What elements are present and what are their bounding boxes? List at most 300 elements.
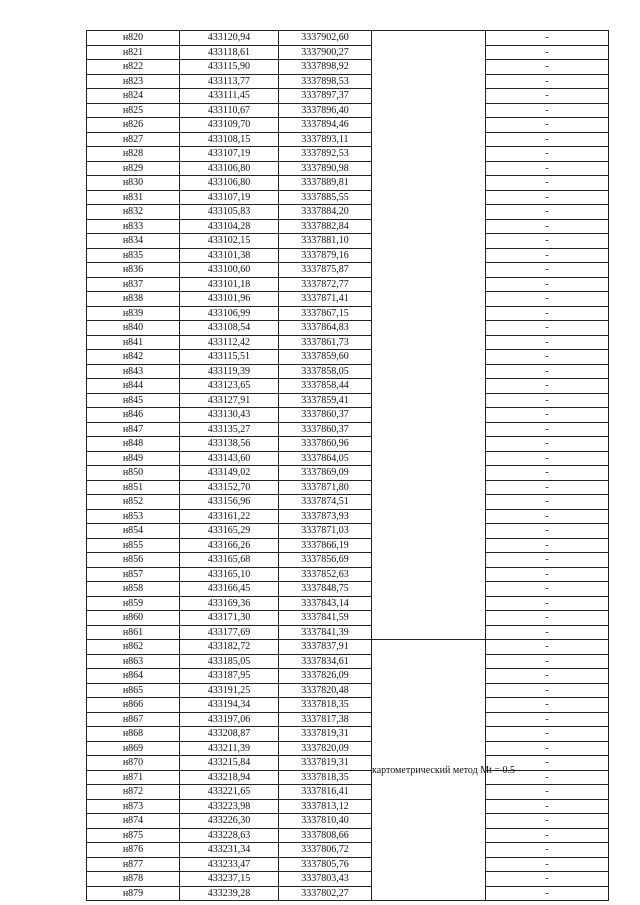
point-number-cell: н830 — [87, 176, 180, 191]
accuracy-cell: - — [486, 379, 609, 394]
method-cell — [372, 640, 516, 901]
x-coordinate-cell: 433108,15 — [180, 132, 279, 147]
x-coordinate-cell: 433100,60 — [180, 263, 279, 278]
accuracy-cell: - — [486, 553, 609, 568]
point-number-cell: н855 — [87, 538, 180, 553]
accuracy-cell: - — [486, 89, 609, 104]
accuracy-cell: - — [486, 828, 609, 843]
x-coordinate-cell: 433101,18 — [180, 277, 279, 292]
x-coordinate-cell: 433108,54 — [180, 321, 279, 336]
table-row — [87, 756, 609, 771]
point-number-cell: н862 — [87, 640, 180, 655]
point-number-cell: н826 — [87, 118, 180, 133]
accuracy-cell: - — [486, 190, 609, 205]
y-coordinate-cell: 3337852,63 — [279, 567, 372, 582]
accuracy-cell: - — [486, 625, 609, 640]
x-coordinate-cell: 433156,96 — [180, 495, 279, 510]
y-coordinate-cell: 3337875,87 — [279, 263, 372, 278]
accuracy-cell: - — [486, 437, 609, 452]
accuracy-cell: - — [486, 451, 609, 466]
x-coordinate-cell: 433208,87 — [180, 727, 279, 742]
y-coordinate-cell: 3337900,27 — [279, 45, 372, 60]
y-coordinate-cell: 3337819,31 — [279, 756, 372, 771]
y-coordinate-cell: 3337881,10 — [279, 234, 372, 249]
accuracy-cell: - — [486, 654, 609, 669]
method-text: картометрический метод Mt = 0.5 — [372, 764, 516, 776]
accuracy-cell: - — [486, 132, 609, 147]
y-coordinate-cell: 3337861,73 — [279, 335, 372, 350]
y-coordinate-cell: 3337902,60 — [279, 31, 372, 46]
accuracy-cell: - — [486, 350, 609, 365]
accuracy-cell: - — [486, 103, 609, 118]
point-number-cell: н843 — [87, 364, 180, 379]
y-coordinate-cell: 3337871,80 — [279, 480, 372, 495]
point-number-cell: н851 — [87, 480, 180, 495]
y-coordinate-cell: 3337898,53 — [279, 74, 372, 89]
point-number-cell: н832 — [87, 205, 180, 220]
point-number-cell: н857 — [87, 567, 180, 582]
y-coordinate-cell: 3337848,75 — [279, 582, 372, 597]
x-coordinate-cell: 433161,22 — [180, 509, 279, 524]
x-coordinate-cell: 433194,34 — [180, 698, 279, 713]
accuracy-cell: - — [486, 393, 609, 408]
table-row — [87, 45, 609, 60]
accuracy-cell: - — [486, 31, 609, 46]
point-number-cell: н840 — [87, 321, 180, 336]
x-coordinate-cell: 433104,28 — [180, 219, 279, 234]
point-number-cell: н854 — [87, 524, 180, 539]
table-row — [87, 190, 609, 205]
point-number-cell: н825 — [87, 103, 180, 118]
coordinates-table-body — [87, 31, 609, 901]
point-number-cell: н844 — [87, 379, 180, 394]
y-coordinate-cell: 3337859,60 — [279, 350, 372, 365]
accuracy-cell: - — [486, 408, 609, 423]
y-coordinate-cell: 3337856,69 — [279, 553, 372, 568]
accuracy-cell: - — [486, 683, 609, 698]
point-number-cell: н833 — [87, 219, 180, 234]
y-coordinate-cell: 3337841,59 — [279, 611, 372, 626]
accuracy-cell: - — [486, 480, 609, 495]
x-coordinate-cell: 433106,99 — [180, 306, 279, 321]
table-row — [87, 103, 609, 118]
accuracy-cell: - — [486, 306, 609, 321]
table-row — [87, 176, 609, 191]
y-coordinate-cell: 3337818,35 — [279, 770, 372, 785]
point-number-cell: н834 — [87, 234, 180, 249]
accuracy-cell: - — [486, 669, 609, 684]
table-row — [87, 582, 609, 597]
accuracy-cell: - — [486, 364, 609, 379]
accuracy-cell: - — [486, 466, 609, 481]
y-coordinate-cell: 3337817,38 — [279, 712, 372, 727]
x-coordinate-cell: 433215,84 — [180, 756, 279, 771]
x-coordinate-cell: 433101,38 — [180, 248, 279, 263]
y-coordinate-cell: 3337808,66 — [279, 828, 372, 843]
table-row — [87, 306, 609, 321]
x-coordinate-cell: 433239,28 — [180, 886, 279, 901]
y-coordinate-cell: 3337867,15 — [279, 306, 372, 321]
y-coordinate-cell: 3337860,37 — [279, 408, 372, 423]
point-number-cell: н870 — [87, 756, 180, 771]
x-coordinate-cell: 433102,15 — [180, 234, 279, 249]
x-coordinate-cell: 433118,61 — [180, 45, 279, 60]
table-row — [87, 611, 609, 626]
x-coordinate-cell: 433223,98 — [180, 799, 279, 814]
y-coordinate-cell: 3337820,09 — [279, 741, 372, 756]
point-number-cell: н831 — [87, 190, 180, 205]
accuracy-cell: - — [486, 640, 609, 655]
accuracy-cell: - — [486, 770, 609, 785]
accuracy-cell: - — [486, 422, 609, 437]
point-number-cell: н877 — [87, 857, 180, 872]
y-coordinate-cell: 3337860,96 — [279, 437, 372, 452]
y-coordinate-cell: 3337837,91 — [279, 640, 372, 655]
y-coordinate-cell: 3337866,19 — [279, 538, 372, 553]
table-row — [87, 567, 609, 582]
accuracy-cell: - — [486, 799, 609, 814]
point-number-cell: н823 — [87, 74, 180, 89]
accuracy-cell: - — [486, 292, 609, 307]
point-number-cell: н837 — [87, 277, 180, 292]
point-number-cell: н875 — [87, 828, 180, 843]
table-row — [87, 524, 609, 539]
accuracy-cell: - — [486, 60, 609, 75]
table-row — [87, 234, 609, 249]
table-row — [87, 596, 609, 611]
accuracy-cell: - — [486, 176, 609, 191]
accuracy-cell: - — [486, 886, 609, 901]
accuracy-cell: - — [486, 785, 609, 800]
x-coordinate-cell: 433166,45 — [180, 582, 279, 597]
table-row — [87, 495, 609, 510]
x-coordinate-cell: 433182,72 — [180, 640, 279, 655]
accuracy-cell: - — [486, 567, 609, 582]
point-number-cell: н874 — [87, 814, 180, 829]
y-coordinate-cell: 3337820,48 — [279, 683, 372, 698]
y-coordinate-cell: 3337892,53 — [279, 147, 372, 162]
accuracy-cell: - — [486, 843, 609, 858]
x-coordinate-cell: 433165,29 — [180, 524, 279, 539]
table-row — [87, 350, 609, 365]
point-number-cell: н859 — [87, 596, 180, 611]
x-coordinate-cell: 433185,05 — [180, 654, 279, 669]
table-row — [87, 683, 609, 698]
point-number-cell: н820 — [87, 31, 180, 46]
y-coordinate-cell: 3337871,41 — [279, 292, 372, 307]
x-coordinate-cell: 433165,68 — [180, 553, 279, 568]
point-number-cell: н824 — [87, 89, 180, 104]
point-number-cell: н868 — [87, 727, 180, 742]
x-coordinate-cell: 433115,90 — [180, 60, 279, 75]
table-row — [87, 625, 609, 640]
point-number-cell: н869 — [87, 741, 180, 756]
point-number-cell: н842 — [87, 350, 180, 365]
accuracy-cell: - — [486, 509, 609, 524]
x-coordinate-cell: 433143,60 — [180, 451, 279, 466]
accuracy-cell: - — [486, 611, 609, 626]
table-row — [87, 466, 609, 481]
table-row — [87, 669, 609, 684]
accuracy-cell: - — [486, 741, 609, 756]
point-number-cell: н839 — [87, 306, 180, 321]
method-cell-empty — [372, 31, 486, 640]
table-row — [87, 741, 609, 756]
y-coordinate-cell: 3337826,09 — [279, 669, 372, 684]
accuracy-cell: - — [486, 727, 609, 742]
table-row — [87, 857, 609, 872]
y-coordinate-cell: 3337859,41 — [279, 393, 372, 408]
table-row — [87, 219, 609, 234]
x-coordinate-cell: 433233,47 — [180, 857, 279, 872]
y-coordinate-cell: 3337802,27 — [279, 886, 372, 901]
accuracy-cell: - — [486, 524, 609, 539]
y-coordinate-cell: 3337885,55 — [279, 190, 372, 205]
point-number-cell: н822 — [87, 60, 180, 75]
x-coordinate-cell: 433171,30 — [180, 611, 279, 626]
y-coordinate-cell: 3337806,72 — [279, 843, 372, 858]
table-row — [87, 422, 609, 437]
table-row — [87, 74, 609, 89]
x-coordinate-cell: 433226,30 — [180, 814, 279, 829]
y-coordinate-cell: 3337889,81 — [279, 176, 372, 191]
table-row — [87, 814, 609, 829]
point-number-cell: н860 — [87, 611, 180, 626]
y-coordinate-cell: 3337813,12 — [279, 799, 372, 814]
point-number-cell: н871 — [87, 770, 180, 785]
accuracy-cell: - — [486, 335, 609, 350]
point-number-cell: н821 — [87, 45, 180, 60]
point-number-cell: н879 — [87, 886, 180, 901]
table-row — [87, 785, 609, 800]
y-coordinate-cell: 3337869,09 — [279, 466, 372, 481]
table-row — [87, 654, 609, 669]
table-row — [87, 263, 609, 278]
accuracy-cell: - — [486, 857, 609, 872]
x-coordinate-cell: 433221,65 — [180, 785, 279, 800]
accuracy-cell: - — [486, 147, 609, 162]
x-coordinate-cell: 433187,95 — [180, 669, 279, 684]
y-coordinate-cell: 3337879,16 — [279, 248, 372, 263]
x-coordinate-cell: 433135,27 — [180, 422, 279, 437]
point-number-cell: н861 — [87, 625, 180, 640]
table-row — [87, 770, 609, 785]
y-coordinate-cell: 3337841,39 — [279, 625, 372, 640]
y-coordinate-cell: 3337864,05 — [279, 451, 372, 466]
table-row — [87, 480, 609, 495]
point-number-cell: н876 — [87, 843, 180, 858]
point-number-cell: н850 — [87, 466, 180, 481]
y-coordinate-cell: 3337858,44 — [279, 379, 372, 394]
table-row — [87, 393, 609, 408]
point-number-cell: н836 — [87, 263, 180, 278]
x-coordinate-cell: 433228,63 — [180, 828, 279, 843]
accuracy-cell: - — [486, 277, 609, 292]
point-number-cell: н846 — [87, 408, 180, 423]
point-number-cell: н878 — [87, 872, 180, 887]
x-coordinate-cell: 433107,19 — [180, 190, 279, 205]
x-coordinate-cell: 433191,25 — [180, 683, 279, 698]
x-coordinate-cell: 433130,43 — [180, 408, 279, 423]
table-row — [87, 277, 609, 292]
y-coordinate-cell: 3337805,76 — [279, 857, 372, 872]
table-row — [87, 553, 609, 568]
point-number-cell: н865 — [87, 683, 180, 698]
y-coordinate-cell: 3337810,40 — [279, 814, 372, 829]
accuracy-cell: - — [486, 219, 609, 234]
y-coordinate-cell: 3337843,14 — [279, 596, 372, 611]
table-row — [87, 451, 609, 466]
y-coordinate-cell: 3337898,92 — [279, 60, 372, 75]
accuracy-cell: - — [486, 814, 609, 829]
y-coordinate-cell: 3337818,35 — [279, 698, 372, 713]
accuracy-cell: - — [486, 234, 609, 249]
y-coordinate-cell: 3337890,98 — [279, 161, 372, 176]
table-row — [87, 89, 609, 104]
y-coordinate-cell: 3337897,37 — [279, 89, 372, 104]
y-coordinate-cell: 3337803,43 — [279, 872, 372, 887]
table-row — [87, 727, 609, 742]
y-coordinate-cell: 3337873,93 — [279, 509, 372, 524]
accuracy-cell: - — [486, 872, 609, 887]
point-number-cell: н863 — [87, 654, 180, 669]
y-coordinate-cell: 3337864,83 — [279, 321, 372, 336]
table-row — [87, 248, 609, 263]
table-row — [87, 205, 609, 220]
table-row — [87, 698, 609, 713]
x-coordinate-cell: 433106,80 — [180, 176, 279, 191]
table-row — [87, 408, 609, 423]
table-row — [87, 118, 609, 133]
x-coordinate-cell: 433107,19 — [180, 147, 279, 162]
accuracy-cell: - — [486, 596, 609, 611]
x-coordinate-cell: 433231,34 — [180, 843, 279, 858]
table-row — [87, 509, 609, 524]
point-number-cell: н835 — [87, 248, 180, 263]
point-number-cell: н841 — [87, 335, 180, 350]
y-coordinate-cell: 3337860,37 — [279, 422, 372, 437]
accuracy-cell: - — [486, 756, 609, 771]
x-coordinate-cell: 433105,83 — [180, 205, 279, 220]
x-coordinate-cell: 433111,45 — [180, 89, 279, 104]
accuracy-cell: - — [486, 538, 609, 553]
table-row — [87, 364, 609, 379]
accuracy-cell: - — [486, 45, 609, 60]
table-row — [87, 147, 609, 162]
accuracy-cell: - — [486, 321, 609, 336]
accuracy-cell: - — [486, 74, 609, 89]
y-coordinate-cell: 3337882,84 — [279, 219, 372, 234]
x-coordinate-cell: 433218,94 — [180, 770, 279, 785]
table-row — [87, 872, 609, 887]
point-number-cell: н864 — [87, 669, 180, 684]
x-coordinate-cell: 433119,39 — [180, 364, 279, 379]
x-coordinate-cell: 433169,36 — [180, 596, 279, 611]
x-coordinate-cell: 433149,02 — [180, 466, 279, 481]
accuracy-cell: - — [486, 263, 609, 278]
accuracy-cell: - — [486, 698, 609, 713]
accuracy-cell: - — [486, 118, 609, 133]
point-number-cell: н853 — [87, 509, 180, 524]
x-coordinate-cell: 433123,65 — [180, 379, 279, 394]
x-coordinate-cell: 433101,96 — [180, 292, 279, 307]
point-number-cell: н852 — [87, 495, 180, 510]
accuracy-cell: - — [486, 248, 609, 263]
point-number-cell: н866 — [87, 698, 180, 713]
y-coordinate-cell: 3337816,41 — [279, 785, 372, 800]
table-row — [87, 538, 609, 553]
x-coordinate-cell: 433177,69 — [180, 625, 279, 640]
table-row — [87, 31, 609, 46]
table-row — [87, 828, 609, 843]
point-number-cell: н838 — [87, 292, 180, 307]
point-number-cell: н849 — [87, 451, 180, 466]
table-row — [87, 843, 609, 858]
x-coordinate-cell: 433237,15 — [180, 872, 279, 887]
point-number-cell: н848 — [87, 437, 180, 452]
point-number-cell: н828 — [87, 147, 180, 162]
point-number-cell: н856 — [87, 553, 180, 568]
point-number-cell: н829 — [87, 161, 180, 176]
y-coordinate-cell: 3337896,40 — [279, 103, 372, 118]
table-row — [87, 379, 609, 394]
table-row — [87, 335, 609, 350]
table-row — [87, 292, 609, 307]
point-number-cell: н845 — [87, 393, 180, 408]
x-coordinate-cell: 433166,26 — [180, 538, 279, 553]
x-coordinate-cell: 433106,80 — [180, 161, 279, 176]
point-number-cell: н872 — [87, 785, 180, 800]
y-coordinate-cell: 3337834,61 — [279, 654, 372, 669]
x-coordinate-cell: 433211,39 — [180, 741, 279, 756]
y-coordinate-cell: 3337874,51 — [279, 495, 372, 510]
point-number-cell: н867 — [87, 712, 180, 727]
x-coordinate-cell: 433152,70 — [180, 480, 279, 495]
x-coordinate-cell: 433109,70 — [180, 118, 279, 133]
x-coordinate-cell: 433115,51 — [180, 350, 279, 365]
point-number-cell: н873 — [87, 799, 180, 814]
table-row — [87, 712, 609, 727]
x-coordinate-cell: 433112,42 — [180, 335, 279, 350]
table-row — [87, 321, 609, 336]
y-coordinate-cell: 3337871,03 — [279, 524, 372, 539]
table-row — [87, 60, 609, 75]
table-row — [87, 132, 609, 147]
point-number-cell: н827 — [87, 132, 180, 147]
table-row — [87, 437, 609, 452]
accuracy-cell: - — [486, 582, 609, 597]
x-coordinate-cell: 433120,94 — [180, 31, 279, 46]
y-coordinate-cell: 3337884,20 — [279, 205, 372, 220]
x-coordinate-cell: 433138,56 — [180, 437, 279, 452]
x-coordinate-cell: 433165,10 — [180, 567, 279, 582]
y-coordinate-cell: 3337893,11 — [279, 132, 372, 147]
accuracy-cell: - — [486, 712, 609, 727]
y-coordinate-cell: 3337894,46 — [279, 118, 372, 133]
accuracy-cell: - — [486, 205, 609, 220]
table-row — [87, 886, 609, 901]
point-number-cell: н847 — [87, 422, 180, 437]
table-row — [87, 640, 609, 655]
table-row — [87, 161, 609, 176]
x-coordinate-cell: 433127,91 — [180, 393, 279, 408]
coordinates-table — [86, 30, 609, 901]
accuracy-cell: - — [486, 495, 609, 510]
table-row — [87, 799, 609, 814]
y-coordinate-cell: 3337858,05 — [279, 364, 372, 379]
x-coordinate-cell: 433113,77 — [180, 74, 279, 89]
y-coordinate-cell: 3337819,31 — [279, 727, 372, 742]
